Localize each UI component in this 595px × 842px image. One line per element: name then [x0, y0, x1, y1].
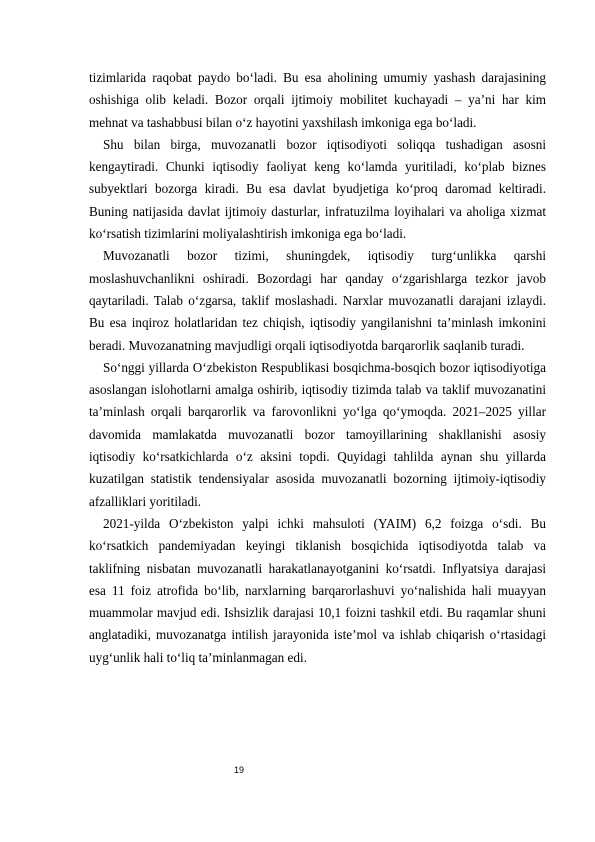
paragraph: Shu bilan birga, muvozanatli bozor iqtisodiyoti soliqqa tushadigan asosni kengaytiradi. Chunki iqtisodiy faoliyat keng ko‘lamda yuritiladi, ko‘plab biznes subyektlari bozorga kiradi. Bu esa davlat byudjetiga ko‘proq daromad keltiradi. Buning natijasida davlat ijtimoiy dasturlar, infratuzilma loyihalari va aholiga xizmat ko‘rsatish tizimlarini moliyalashtirish imkoniga ega bo‘ladi.	[89, 136, 546, 242]
paragraph: So‘nggi yillarda O‘zbekiston Respublikasi bosqichma-bosqich bozor iqtisodiyotiga asoslangan islohotlarni amalga oshirib, iqtisodiy tizimda talab va taklif muvozanatini ta’minlash orqali barqarorlik va farovonlikni yo‘lga qo‘ymoqda. 2021–2025 yillar davomida mamlakatda muvozanatli bozor tamoyillarining shakllanishi asosiy iqtisodiy ko‘rsatkichlarda o‘z aksini topdi. Quyidagi tahlilda aynan shu yillarda kuzatilgan statistik tendensiyalar asosida muvozanatli bozorning ijtimoiy-iqtisodiy afzalliklari yoritiladi.	[89, 359, 546, 509]
paragraph: 2021-yilda O‘zbekiston yalpi ichki mahsuloti (YAIM) 6,2 foizga o‘sdi. Bu ko‘rsatkich pandemiyadan keyingi tiklanish bosqichida iqtisodiyotda talab va taklifning nisbatan muvozanatli harakatlanayotganini ko‘rsatdi. Inflyatsiya darajasi esa 11 foiz atrofida bo‘lib, narxlarning barqarorlashuvi yo‘nalishida hali muayyan muammolar mavjud edi. Ishsizlik darajasi 10,1 foizni tashkil etdi. Bu raqamlar shuni anglatadiki, muvozanatga intilish jarayonida iste’mol va ishlab chiqarish o‘rtasidagi uyg‘unlik hali to‘liq ta’minlanmagan edi.	[89, 515, 546, 665]
page-number: 19	[233, 765, 244, 775]
paragraph-continued: tizimlarida raqobat paydo bo‘ladi. Bu esa aholining umumiy yashash darajasining oshishiga olib keladi. Bozor orqali ijtimoiy mobilitet kuchayadi – ya’ni har kim mehnat va tashabbusi bilan o‘z hayotini yaxshilash imkoniga ega bo‘ladi.	[89, 70, 546, 130]
body-text	[89, 67, 546, 669]
paragraph: Muvozanatli bozor tizimi, shuningdek, iqtisodiy turg‘unlikka qarshi moslashuvchanlikni oshiradi. Bozordagi har qanday o‘zgarishlarga tezkor javob qaytariladi. Talab o‘zgarsa, taklif moslashadi. Narxlar muvozanatli darajani izlaydi. Bu esa inqiroz holatlaridan tez chiqish, iqtisodiy yangilanishni ta’minlash imkonini beradi. Muvozanatning mavjudligi orqali iqtisodiyotda barqarorlik saqlanib turadi.	[89, 248, 546, 353]
